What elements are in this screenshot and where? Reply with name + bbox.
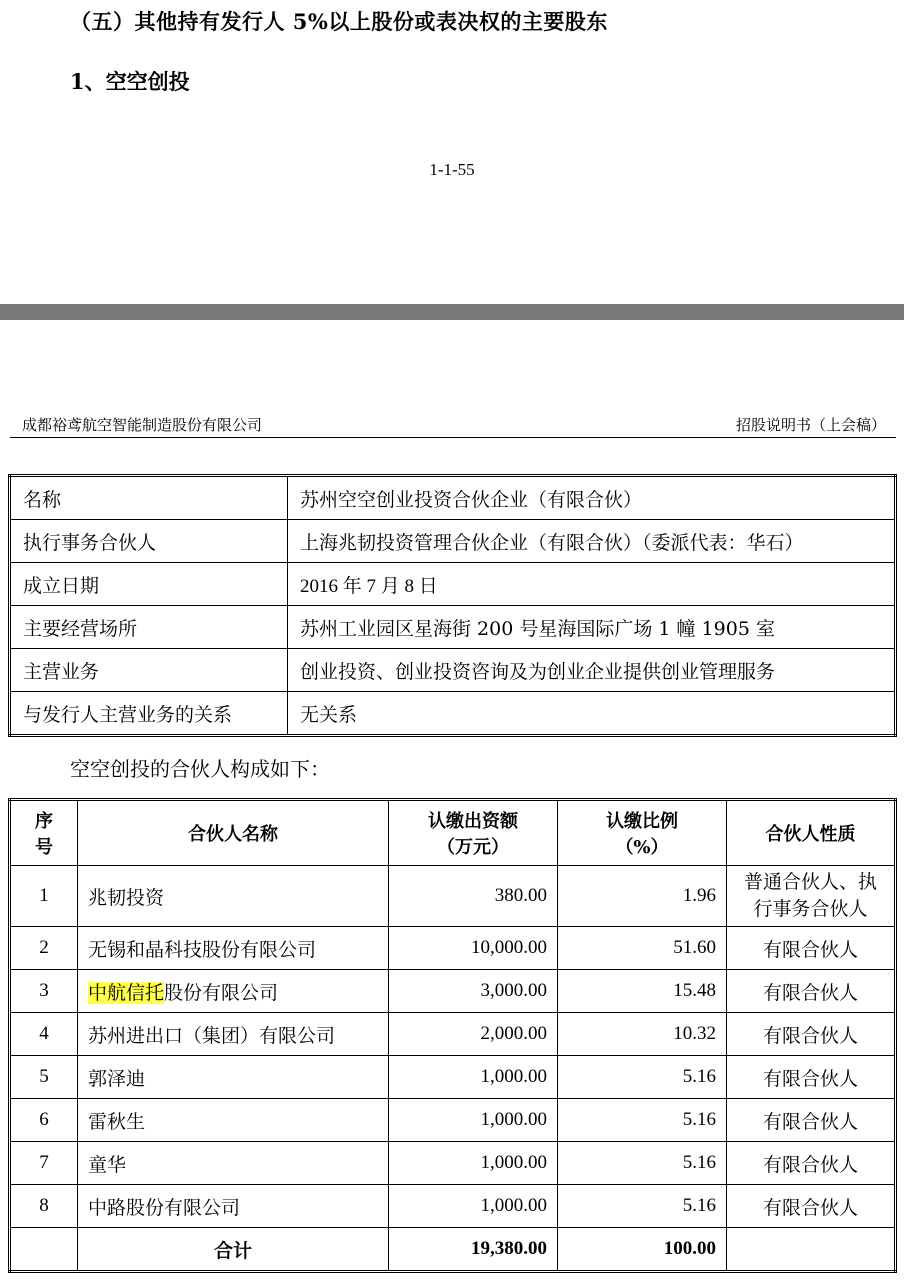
total-no-empty: [10, 1228, 78, 1272]
row-name: 童华: [78, 1142, 389, 1185]
intro-text: 空空创投的合伙人构成如下：: [70, 757, 330, 781]
header-ratio: [558, 800, 727, 866]
header-doc-type: 招股说明书（上会稿）: [735, 416, 886, 434]
info-table: [8, 474, 897, 737]
row-name-rest: 股份有限公司: [164, 981, 279, 1004]
row-ratio: 5.16: [558, 1142, 727, 1185]
row-nature: [727, 866, 896, 927]
row-amount: 3,000.00: [389, 970, 558, 1013]
header-amount-line1: 认缴出资额: [428, 811, 518, 832]
row-nature-line2: 行事务合伙人: [753, 898, 868, 920]
table-row: [10, 1013, 896, 1056]
header-rule: [10, 437, 896, 438]
row-amount: 380.00: [389, 866, 558, 927]
info-key: 与发行人主营业务的关系: [10, 692, 288, 736]
row-nature: 有限合伙人: [727, 970, 896, 1013]
header-company: 成都裕鸢航空智能制造股份有限公司: [22, 416, 263, 434]
row-amount: 10,000.00: [389, 927, 558, 970]
table-row: [10, 1099, 896, 1142]
row-amount: 1,000.00: [389, 1056, 558, 1099]
info-row: [10, 476, 896, 520]
header-amount-line2: （万元）: [437, 837, 509, 858]
row-ratio: 5.16: [558, 1185, 727, 1228]
info-value: 上海兆韧投资管理合伙企业（有限合伙）（委派代表：华石）: [288, 520, 896, 563]
info-value: 苏州工业园区星海街 200 号星海国际广场 1 幢 1905 室: [288, 606, 896, 649]
row-ratio: 5.16: [558, 1099, 727, 1142]
header-ratio-line2: （%）: [615, 837, 669, 858]
row-name: 兆韧投资: [78, 866, 389, 927]
row-amount: 2,000.00: [389, 1013, 558, 1056]
row-ratio: 10.32: [558, 1013, 727, 1056]
header-name: 合伙人名称: [78, 800, 389, 866]
row-nature: 有限合伙人: [727, 1056, 896, 1099]
header-no: [10, 800, 78, 866]
row-no: 4: [10, 1013, 78, 1056]
table-row: [10, 1185, 896, 1228]
header-no-line2: 号: [35, 837, 53, 858]
row-no: 1: [10, 866, 78, 927]
info-row: [10, 563, 896, 606]
row-nature: 有限合伙人: [727, 1013, 896, 1056]
info-row: [10, 649, 896, 692]
row-nature: 有限合伙人: [727, 927, 896, 970]
row-amount: 1,000.00: [389, 1099, 558, 1142]
row-amount: 1,000.00: [389, 1142, 558, 1185]
row-ratio: 15.48: [558, 970, 727, 1013]
total-ratio: 100.00: [558, 1228, 727, 1272]
table-row: [10, 927, 896, 970]
row-name: 苏州进出口（集团）有限公司: [78, 1013, 389, 1056]
row-no: 2: [10, 927, 78, 970]
table-row: [10, 970, 896, 1013]
info-value: 苏州空空创业投资合伙企业（有限合伙）: [288, 476, 896, 520]
row-no: 3: [10, 970, 78, 1013]
info-key: 成立日期: [10, 563, 288, 606]
subsection-title: 1、空空创投: [70, 69, 190, 94]
table-row: [10, 1056, 896, 1099]
page-number: 1-1-55: [429, 160, 475, 179]
info-key: 执行事务合伙人: [10, 520, 288, 563]
table-row: [10, 1142, 896, 1185]
row-name: [78, 970, 389, 1013]
partners-header-row: [10, 800, 896, 866]
row-nature-line1: 普通合伙人、执: [743, 871, 877, 893]
row-no: 7: [10, 1142, 78, 1185]
partners-table: [8, 798, 897, 1273]
header-amount: [389, 800, 558, 866]
row-name: 无锡和晶科技股份有限公司: [78, 927, 389, 970]
table-row: [10, 866, 896, 927]
row-no: 5: [10, 1056, 78, 1099]
info-value: 无关系: [288, 692, 896, 736]
row-amount: 1,000.00: [389, 1185, 558, 1228]
page-separator: [0, 304, 904, 320]
info-value: 创业投资、创业投资咨询及为创业企业提供创业管理服务: [288, 649, 896, 692]
row-ratio: 5.16: [558, 1056, 727, 1099]
header-nature: 合伙人性质: [727, 800, 896, 866]
row-ratio: 51.60: [558, 927, 727, 970]
row-no: 8: [10, 1185, 78, 1228]
info-key: 主要经营场所: [10, 606, 288, 649]
total-row: [10, 1228, 896, 1272]
info-row: [10, 606, 896, 649]
row-nature: 有限合伙人: [727, 1099, 896, 1142]
row-name: 中路股份有限公司: [78, 1185, 389, 1228]
section-title: （五）其他持有发行人 5%以上股份或表决权的主要股东: [70, 9, 608, 34]
info-value: 2016 年 7 月 8 日: [288, 563, 896, 606]
total-amount: 19,380.00: [389, 1228, 558, 1272]
total-nature-empty: [727, 1228, 896, 1272]
row-nature: 有限合伙人: [727, 1142, 896, 1185]
row-ratio: 1.96: [558, 866, 727, 927]
row-name-highlight: 中航信托: [88, 981, 165, 1004]
header-ratio-line1: 认缴比例: [606, 811, 678, 832]
info-row: [10, 692, 896, 736]
total-label: 合计: [78, 1228, 389, 1272]
row-nature: 有限合伙人: [727, 1185, 896, 1228]
header-no-line1: 序: [35, 811, 53, 832]
info-key: 主营业务: [10, 649, 288, 692]
row-name: 郭泽迪: [78, 1056, 389, 1099]
row-no: 6: [10, 1099, 78, 1142]
info-key: 名称: [10, 476, 288, 520]
row-name: 雷秋生: [78, 1099, 389, 1142]
info-row: [10, 520, 896, 563]
